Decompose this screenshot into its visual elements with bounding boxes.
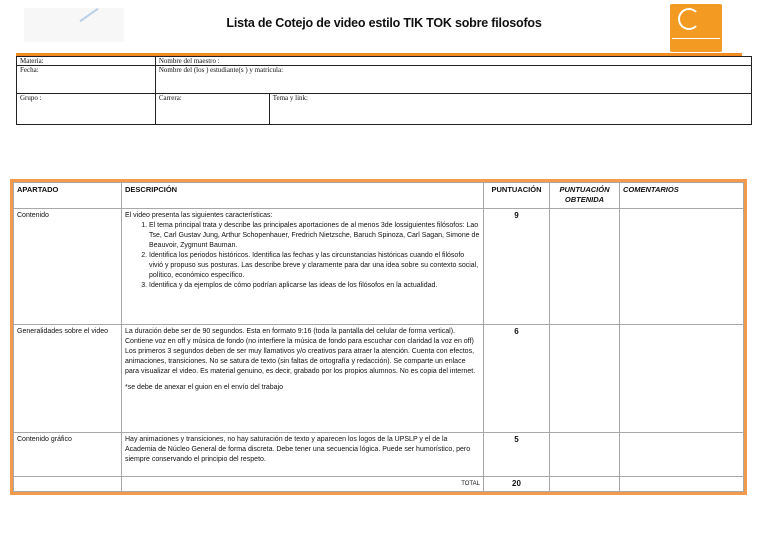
group-field[interactable]: Grupo : <box>17 94 156 125</box>
row-descripcion <box>122 325 484 433</box>
header-comentarios: COMENTARIOS <box>620 183 744 209</box>
total-comentarios-cell[interactable] <box>620 477 744 492</box>
row-obtenida-cell[interactable] <box>550 209 620 325</box>
criteria-item: 1. El tema principal trata y describe las principales aportaciones de al menos 3de lossiguientes filósofos: Lao Tse, Carl Gustav Jung, Arthur Schopenhauer, Fredrich Nietzsche, Baruch Spinoza, Carl Sagan, Simone de Beauvoir, Zygmunt Bauman. <box>149 221 480 251</box>
row-apartado: Contenido <box>14 209 122 325</box>
date-field[interactable]: Fecha: <box>17 66 156 94</box>
materia-field[interactable]: Materia: <box>17 57 156 66</box>
total-label: TOTAL <box>122 477 484 492</box>
checklist-frame <box>10 179 747 495</box>
students-field[interactable]: Nombre del (los ) estudiante(s ) y matricula: <box>155 66 751 94</box>
criteria-item: 3. Identifica y da ejemplos de cómo podrían aplicarse las ideas de los filósofos en la actualidad. <box>149 281 480 291</box>
academia-logo <box>670 4 722 52</box>
row-apartado: Generalidades sobre el video <box>14 325 122 433</box>
description-intro: El video presenta las siguientes características: <box>125 212 273 219</box>
teacher-name-field[interactable]: Nombre del maestro : <box>155 57 751 66</box>
header-obtenida: PUNTUACIÓN OBTENIDA <box>550 183 620 209</box>
row-comentarios-cell[interactable] <box>620 325 744 433</box>
description-text: La duración debe ser de 90 segundos. Esta en formato 9:16 (toda la pantalla del celular de forma vertical). Contiene voz en off y música de fondo (no interfiere la música de fondo para escuchar con claridad la voz en off) Los primeros 3 segundos deben de ser muy llamativos y/o creativos para atraer la atención. Cuenta con efectos, animaciones, transiciones. No se satura de texto (sin faltas de ortografía y redacción). Se comparte un enlace para visualizar el video. Es material genuino, es decir, grabado por los propios alumnos. No es copia del internet. <box>125 328 476 375</box>
row-puntuacion: 6 <box>484 325 550 433</box>
row-obtenida-cell[interactable] <box>550 325 620 433</box>
row-apartado: Contenido gráfico <box>14 433 122 477</box>
row-puntuacion: 5 <box>484 433 550 477</box>
criteria-item: 2. Identifica los periodos históricos. Identifica las fechas y las circunstancias históricas cuando el filósofo vivió y propuso sus posturas. Las describe breve y claramente para dar una idea sobre su contexto social, político, económico específico. <box>149 251 480 281</box>
row-obtenida-cell[interactable] <box>550 433 620 477</box>
logo-swirl-icon <box>678 8 700 30</box>
total-obtenida-cell[interactable] <box>550 477 620 492</box>
criteria-list <box>125 221 480 291</box>
row-puntuacion: 9 <box>484 209 550 325</box>
header-apartado: APARTADO <box>14 183 122 209</box>
row-descripcion: Hay animaciones y transiciones, no hay saturación de texto y aparecen los logos de la UPSLP y el de la Academia de Núcleo General de forma discreta. Debe tener una secuencia lógica. Puede ser humorístico, pero siempre conservando el principio del respeto. <box>122 433 484 477</box>
total-value: 20 <box>484 477 550 492</box>
description-note: *se debe de anexar el guion en el envío del trabajo <box>125 384 284 391</box>
checklist-table <box>13 182 744 492</box>
logo-text-line <box>672 38 720 49</box>
header-descripcion: DESCRIPCIÓN <box>122 183 484 209</box>
student-info-table <box>16 56 752 125</box>
topic-link-field[interactable]: Tema y link: <box>269 94 751 125</box>
row-descripcion <box>122 209 484 325</box>
row-comentarios-cell[interactable] <box>620 209 744 325</box>
row-comentarios-cell[interactable] <box>620 433 744 477</box>
header-puntuacion: PUNTUACIÓN <box>484 183 550 209</box>
career-field[interactable]: Carrera: <box>155 94 269 125</box>
document-title: Lista de Cotejo de video estilo TIK TOK sobre filosofos <box>226 16 542 30</box>
total-empty-cell <box>14 477 122 492</box>
